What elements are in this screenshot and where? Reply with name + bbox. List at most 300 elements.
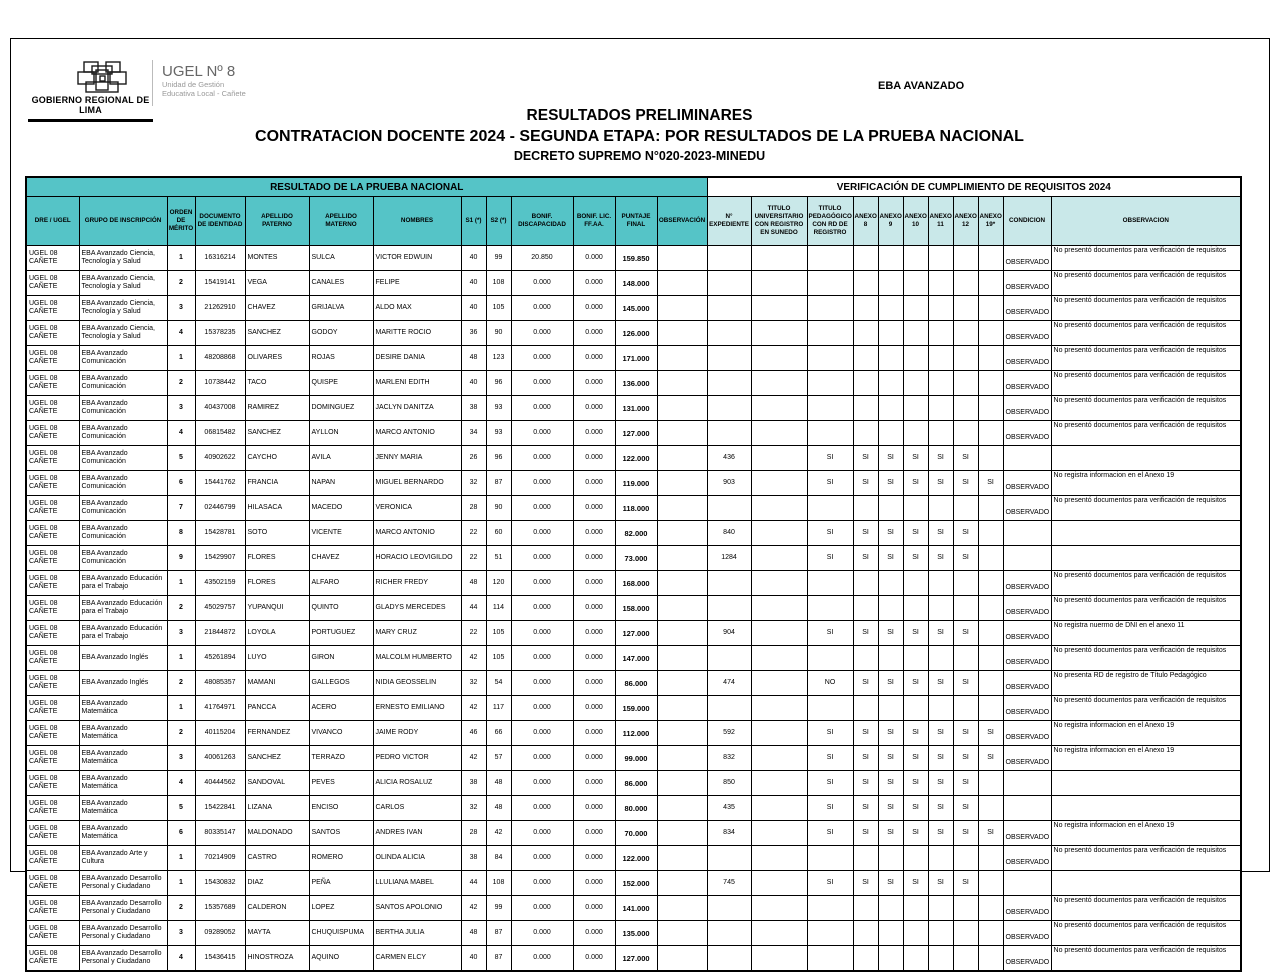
cell-observacion-requisitos: No registra nuermo de DNI en el anexo 11 bbox=[1051, 621, 1241, 646]
cell-orden-merito: 1 bbox=[167, 846, 195, 871]
cell-titulo-pedagogico: SI bbox=[807, 446, 853, 471]
cell-anexo-10 bbox=[903, 846, 928, 871]
cell-documento-identidad: 41764971 bbox=[195, 696, 245, 721]
cell-titulo-universitario bbox=[751, 371, 807, 396]
cell-anexo-11: SI bbox=[928, 521, 953, 546]
cell-observacion-prueba bbox=[657, 696, 707, 721]
cell-orden-merito: 5 bbox=[167, 446, 195, 471]
cell-anexo-8 bbox=[853, 371, 878, 396]
section-header-row bbox=[26, 177, 1241, 197]
cell-num-expediente: 592 bbox=[707, 721, 751, 746]
cell-orden-merito: 3 bbox=[167, 296, 195, 321]
cell-anexo-9 bbox=[878, 896, 903, 921]
cell-orden-merito: 1 bbox=[167, 696, 195, 721]
cell-bonif-discapacidad: 0.000 bbox=[511, 896, 573, 921]
cell-anexo-9: SI bbox=[878, 471, 903, 496]
cell-dre-ugel: UGEL 08 CAÑETE bbox=[26, 771, 79, 796]
cell-s1: 22 bbox=[461, 521, 486, 546]
cell-observacion-prueba bbox=[657, 321, 707, 346]
cell-num-expediente: 435 bbox=[707, 796, 751, 821]
cell-s2: 105 bbox=[486, 646, 511, 671]
cell-titulo-pedagogico bbox=[807, 321, 853, 346]
cell-observacion-requisitos: No presentó documentos para verificación de requisitos bbox=[1051, 646, 1241, 671]
cell-anexo-9: SI bbox=[878, 446, 903, 471]
cell-puntaje-final: 168.000 bbox=[615, 571, 657, 596]
cell-observacion-requisitos: No presentó documentos para verificación de requisitos bbox=[1051, 396, 1241, 421]
cell-observacion-prueba bbox=[657, 721, 707, 746]
cell-s2: 87 bbox=[486, 946, 511, 972]
cell-titulo-universitario bbox=[751, 571, 807, 596]
cell-titulo-universitario bbox=[751, 646, 807, 671]
cell-puntaje-final: 112.000 bbox=[615, 721, 657, 746]
cell-anexo-10 bbox=[903, 346, 928, 371]
cell-s2: 42 bbox=[486, 821, 511, 846]
cell-apellido-paterno: LOYOLA bbox=[245, 621, 309, 646]
cell-puntaje-final: 171.000 bbox=[615, 346, 657, 371]
cell-bonif-discapacidad: 0.000 bbox=[511, 771, 573, 796]
cell-orden-merito: 3 bbox=[167, 621, 195, 646]
cell-num-expediente bbox=[707, 646, 751, 671]
cell-condicion: OBSERVADO bbox=[1003, 271, 1051, 296]
cell-dre-ugel: UGEL 08 CAÑETE bbox=[26, 696, 79, 721]
cell-s2: 105 bbox=[486, 296, 511, 321]
cell-anexo-8: SI bbox=[853, 771, 878, 796]
cell-anexo-8 bbox=[853, 571, 878, 596]
cell-titulo-pedagogico bbox=[807, 846, 853, 871]
col-header-anexo-11: ANEXO 11 bbox=[928, 197, 953, 246]
cell-observacion-prueba bbox=[657, 821, 707, 846]
cell-anexo-12: SI bbox=[953, 771, 978, 796]
cell-apellido-materno: CANALES bbox=[309, 271, 373, 296]
cell-s2: 57 bbox=[486, 746, 511, 771]
cell-num-expediente bbox=[707, 921, 751, 946]
cell-observacion-prueba bbox=[657, 871, 707, 896]
cell-observacion-requisitos: No presentó documentos para verificación de requisitos bbox=[1051, 321, 1241, 346]
cell-anexo-9: SI bbox=[878, 821, 903, 846]
cell-anexo-19 bbox=[978, 396, 1003, 421]
cell-apellido-materno: ENCISO bbox=[309, 796, 373, 821]
cell-bonif-lic-ffaa: 0.000 bbox=[573, 271, 615, 296]
title-line-3: DECRETO SUPREMO N°020-2023-MINEDU bbox=[513, 148, 766, 163]
cell-bonif-discapacidad: 0.000 bbox=[511, 396, 573, 421]
cell-puntaje-final: 127.000 bbox=[615, 621, 657, 646]
cell-apellido-paterno: LUYO bbox=[245, 646, 309, 671]
header-divider bbox=[152, 60, 153, 106]
cell-anexo-11: SI bbox=[928, 746, 953, 771]
cell-observacion-requisitos: No presentó documentos para verificación de requisitos bbox=[1051, 346, 1241, 371]
cell-anexo-8 bbox=[853, 946, 878, 972]
cell-anexo-9: SI bbox=[878, 621, 903, 646]
cell-titulo-pedagogico: SI bbox=[807, 521, 853, 546]
cell-anexo-10: SI bbox=[903, 621, 928, 646]
cell-anexo-12: SI bbox=[953, 746, 978, 771]
cell-num-expediente bbox=[707, 396, 751, 421]
cell-puntaje-final: 73.000 bbox=[615, 546, 657, 571]
cell-s2: 96 bbox=[486, 446, 511, 471]
cell-anexo-12 bbox=[953, 696, 978, 721]
cell-dre-ugel: UGEL 08 CAÑETE bbox=[26, 646, 79, 671]
cell-titulo-pedagogico bbox=[807, 396, 853, 421]
cell-bonif-discapacidad: 0.000 bbox=[511, 421, 573, 446]
cell-anexo-9 bbox=[878, 921, 903, 946]
cell-observacion-prueba bbox=[657, 946, 707, 972]
cell-bonif-discapacidad: 0.000 bbox=[511, 696, 573, 721]
cell-nombres: MARLENI EDITH bbox=[373, 371, 461, 396]
cell-dre-ugel: UGEL 08 CAÑETE bbox=[26, 846, 79, 871]
cell-anexo-19 bbox=[978, 846, 1003, 871]
cell-apellido-materno: SANTOS bbox=[309, 821, 373, 846]
cell-observacion-requisitos: No presentó documentos para verificación de requisitos bbox=[1051, 371, 1241, 396]
cell-anexo-8 bbox=[853, 646, 878, 671]
cell-apellido-paterno: MAYTA bbox=[245, 921, 309, 946]
cell-anexo-19 bbox=[978, 246, 1003, 271]
cell-anexo-12 bbox=[953, 571, 978, 596]
cell-dre-ugel: UGEL 08 CAÑETE bbox=[26, 246, 79, 271]
cell-observacion-requisitos: No presentó documentos para verificación de requisitos bbox=[1051, 946, 1241, 972]
cell-s1: 32 bbox=[461, 796, 486, 821]
cell-titulo-universitario bbox=[751, 271, 807, 296]
cell-s2: 54 bbox=[486, 671, 511, 696]
col-header-s2: S2 (*) bbox=[486, 197, 511, 246]
cell-condicion bbox=[1003, 771, 1051, 796]
ugel-subtitle-2: Educativa Local - Cañete bbox=[162, 89, 246, 98]
cell-anexo-12: SI bbox=[953, 871, 978, 896]
cell-dre-ugel: UGEL 08 CAÑETE bbox=[26, 571, 79, 596]
cell-titulo-universitario bbox=[751, 946, 807, 972]
cell-titulo-pedagogico bbox=[807, 696, 853, 721]
cell-observacion-requisitos: No presentó documentos para verificación de requisitos bbox=[1051, 696, 1241, 721]
cell-documento-identidad: 06815482 bbox=[195, 421, 245, 446]
cell-grupo-inscripcion: EBA Avanzado Educación para el Trabajo bbox=[79, 571, 167, 596]
cell-bonif-discapacidad: 0.000 bbox=[511, 521, 573, 546]
cell-observacion-prueba bbox=[657, 596, 707, 621]
cell-observacion-prueba bbox=[657, 246, 707, 271]
cell-bonif-lic-ffaa: 0.000 bbox=[573, 721, 615, 746]
cell-apellido-paterno: CASTRO bbox=[245, 846, 309, 871]
cell-nombres: MALCOLM HUMBERTO bbox=[373, 646, 461, 671]
cell-anexo-10: SI bbox=[903, 446, 928, 471]
cell-bonif-discapacidad: 0.000 bbox=[511, 921, 573, 946]
col-header-condicion: CONDICION bbox=[1003, 197, 1051, 246]
cell-num-expediente: 745 bbox=[707, 871, 751, 896]
cell-observacion-prueba bbox=[657, 571, 707, 596]
cell-anexo-8: SI bbox=[853, 796, 878, 821]
cell-anexo-8 bbox=[853, 846, 878, 871]
cell-condicion: OBSERVADO bbox=[1003, 821, 1051, 846]
col-header-apellido-paterno: APELLIDO PATERNO bbox=[245, 197, 309, 246]
cell-documento-identidad: 48208868 bbox=[195, 346, 245, 371]
cell-condicion: OBSERVADO bbox=[1003, 696, 1051, 721]
cell-anexo-12 bbox=[953, 946, 978, 972]
org-name: GOBIERNO REGIONAL DE LIMA bbox=[28, 95, 153, 122]
cell-anexo-11 bbox=[928, 571, 953, 596]
cell-anexo-9 bbox=[878, 396, 903, 421]
cell-anexo-10 bbox=[903, 296, 928, 321]
cell-dre-ugel: UGEL 08 CAÑETE bbox=[26, 746, 79, 771]
cell-apellido-paterno: MAMANI bbox=[245, 671, 309, 696]
table-row bbox=[26, 921, 1241, 946]
cell-titulo-universitario bbox=[751, 321, 807, 346]
cell-puntaje-final: 70.000 bbox=[615, 821, 657, 846]
cell-anexo-9 bbox=[878, 596, 903, 621]
cell-documento-identidad: 45261894 bbox=[195, 646, 245, 671]
cell-anexo-10: SI bbox=[903, 471, 928, 496]
cell-s1: 40 bbox=[461, 246, 486, 271]
cell-grupo-inscripcion: EBA Avanzado Matemática bbox=[79, 771, 167, 796]
cell-bonif-discapacidad: 0.000 bbox=[511, 846, 573, 871]
table-row bbox=[26, 671, 1241, 696]
results-table bbox=[25, 176, 1242, 972]
cell-observacion-prueba bbox=[657, 446, 707, 471]
cell-anexo-12 bbox=[953, 296, 978, 321]
cell-dre-ugel: UGEL 08 CAÑETE bbox=[26, 396, 79, 421]
cell-anexo-12 bbox=[953, 321, 978, 346]
cell-bonif-discapacidad: 0.000 bbox=[511, 871, 573, 896]
cell-grupo-inscripcion: EBA Avanzado Comunicación bbox=[79, 346, 167, 371]
cell-apellido-materno: AYLLON bbox=[309, 421, 373, 446]
cell-documento-identidad: 40437008 bbox=[195, 396, 245, 421]
cell-anexo-9: SI bbox=[878, 796, 903, 821]
cell-condicion: OBSERVADO bbox=[1003, 846, 1051, 871]
cell-anexo-8 bbox=[853, 271, 878, 296]
cell-nombres: FELIPE bbox=[373, 271, 461, 296]
cell-num-expediente bbox=[707, 496, 751, 521]
cell-orden-merito: 1 bbox=[167, 646, 195, 671]
cell-orden-merito: 1 bbox=[167, 246, 195, 271]
cell-observacion-prueba bbox=[657, 521, 707, 546]
cell-documento-identidad: 15419141 bbox=[195, 271, 245, 296]
cell-s2: 48 bbox=[486, 796, 511, 821]
table-row bbox=[26, 446, 1241, 471]
cell-observacion-requisitos: No presentó documentos para verificación de requisitos bbox=[1051, 921, 1241, 946]
cell-titulo-universitario bbox=[751, 896, 807, 921]
cell-puntaje-final: 119.000 bbox=[615, 471, 657, 496]
cell-apellido-paterno: VEGA bbox=[245, 271, 309, 296]
cell-condicion: OBSERVADO bbox=[1003, 921, 1051, 946]
table-row bbox=[26, 621, 1241, 646]
cell-condicion: OBSERVADO bbox=[1003, 896, 1051, 921]
cell-anexo-11 bbox=[928, 246, 953, 271]
cell-titulo-pedagogico bbox=[807, 346, 853, 371]
cell-anexo-8: SI bbox=[853, 471, 878, 496]
cell-documento-identidad: 45029757 bbox=[195, 596, 245, 621]
cell-puntaje-final: 145.000 bbox=[615, 296, 657, 321]
cell-apellido-materno: GODOY bbox=[309, 321, 373, 346]
cell-apellido-materno: PEVES bbox=[309, 771, 373, 796]
cell-bonif-lic-ffaa: 0.000 bbox=[573, 371, 615, 396]
cell-s2: 93 bbox=[486, 421, 511, 446]
cell-bonif-lic-ffaa: 0.000 bbox=[573, 296, 615, 321]
cell-observacion-prueba bbox=[657, 746, 707, 771]
cell-s1: 38 bbox=[461, 771, 486, 796]
cell-s2: 66 bbox=[486, 721, 511, 746]
cell-dre-ugel: UGEL 08 CAÑETE bbox=[26, 871, 79, 896]
cell-grupo-inscripcion: EBA Avanzado Comunicación bbox=[79, 546, 167, 571]
cell-observacion-requisitos: No presentó documentos para verificación de requisitos bbox=[1051, 271, 1241, 296]
cell-observacion-requisitos bbox=[1051, 871, 1241, 896]
cell-anexo-12: SI bbox=[953, 796, 978, 821]
cell-bonif-discapacidad: 0.000 bbox=[511, 446, 573, 471]
cell-apellido-paterno: MONTES bbox=[245, 246, 309, 271]
cell-anexo-9 bbox=[878, 696, 903, 721]
cell-bonif-lic-ffaa: 0.000 bbox=[573, 946, 615, 972]
table-row bbox=[26, 746, 1241, 771]
cell-s1: 48 bbox=[461, 571, 486, 596]
cell-num-expediente bbox=[707, 421, 751, 446]
cell-dre-ugel: UGEL 08 CAÑETE bbox=[26, 796, 79, 821]
cell-anexo-11 bbox=[928, 896, 953, 921]
cell-s1: 40 bbox=[461, 946, 486, 972]
cell-titulo-universitario bbox=[751, 596, 807, 621]
cell-anexo-10: SI bbox=[903, 721, 928, 746]
cell-orden-merito: 2 bbox=[167, 671, 195, 696]
cell-puntaje-final: 122.000 bbox=[615, 846, 657, 871]
cell-anexo-10 bbox=[903, 571, 928, 596]
cell-apellido-paterno: FLORES bbox=[245, 571, 309, 596]
cell-anexo-11 bbox=[928, 321, 953, 346]
cell-nombres: ALICIA ROSALUZ bbox=[373, 771, 461, 796]
cell-condicion: OBSERVADO bbox=[1003, 496, 1051, 521]
cell-puntaje-final: 99.000 bbox=[615, 746, 657, 771]
cell-condicion bbox=[1003, 796, 1051, 821]
cell-apellido-paterno: SANCHEZ bbox=[245, 321, 309, 346]
cell-anexo-9 bbox=[878, 496, 903, 521]
cell-s1: 42 bbox=[461, 896, 486, 921]
cell-nombres: HORACIO LEOVIGILDO bbox=[373, 546, 461, 571]
cell-bonif-discapacidad: 0.000 bbox=[511, 746, 573, 771]
cell-bonif-lic-ffaa: 0.000 bbox=[573, 646, 615, 671]
cell-anexo-9: SI bbox=[878, 746, 903, 771]
cell-nombres: JACLYN DANITZA bbox=[373, 396, 461, 421]
cell-documento-identidad: 70214909 bbox=[195, 846, 245, 871]
cell-observacion-requisitos: No presentó documentos para verificación de requisitos bbox=[1051, 846, 1241, 871]
cell-nombres: CARLOS bbox=[373, 796, 461, 821]
cell-observacion-requisitos: No registra informacion en el Anexo 19 bbox=[1051, 821, 1241, 846]
cell-titulo-universitario bbox=[751, 721, 807, 746]
cell-anexo-19: SI bbox=[978, 471, 1003, 496]
cell-grupo-inscripcion: EBA Avanzado Arte y Cultura bbox=[79, 846, 167, 871]
cell-grupo-inscripcion: EBA Avanzado Comunicación bbox=[79, 521, 167, 546]
cell-bonif-lic-ffaa: 0.000 bbox=[573, 471, 615, 496]
cell-bonif-lic-ffaa: 0.000 bbox=[573, 521, 615, 546]
cell-titulo-universitario bbox=[751, 546, 807, 571]
cell-titulo-pedagogico: SI bbox=[807, 746, 853, 771]
cell-observacion-requisitos: No registra informacion en el Anexo 19 bbox=[1051, 721, 1241, 746]
cell-nombres: CARMEN ELCY bbox=[373, 946, 461, 972]
cell-anexo-9: SI bbox=[878, 521, 903, 546]
cell-anexo-9 bbox=[878, 346, 903, 371]
cell-anexo-8: SI bbox=[853, 721, 878, 746]
cell-documento-identidad: 48085357 bbox=[195, 671, 245, 696]
cell-titulo-pedagogico: SI bbox=[807, 871, 853, 896]
cell-anexo-8: SI bbox=[853, 821, 878, 846]
col-header-grupo-inscripcion: GRUPO DE INSCRIPCIÓN bbox=[79, 197, 167, 246]
cell-puntaje-final: 159.000 bbox=[615, 696, 657, 721]
cell-bonif-lic-ffaa: 0.000 bbox=[573, 796, 615, 821]
cell-anexo-12 bbox=[953, 846, 978, 871]
cell-dre-ugel: UGEL 08 CAÑETE bbox=[26, 321, 79, 346]
cell-observacion-prueba bbox=[657, 496, 707, 521]
cell-s2: 96 bbox=[486, 371, 511, 396]
cell-s1: 48 bbox=[461, 346, 486, 371]
cell-anexo-19 bbox=[978, 546, 1003, 571]
cell-s2: 90 bbox=[486, 321, 511, 346]
cell-num-expediente bbox=[707, 321, 751, 346]
cell-observacion-requisitos: No presentó documentos para verificación de requisitos bbox=[1051, 596, 1241, 621]
cell-s2: 84 bbox=[486, 846, 511, 871]
cell-anexo-12: SI bbox=[953, 446, 978, 471]
cell-apellido-paterno: OLIVARES bbox=[245, 346, 309, 371]
cell-orden-merito: 9 bbox=[167, 546, 195, 571]
cell-documento-identidad: 10738442 bbox=[195, 371, 245, 396]
cell-apellido-materno: MACEDO bbox=[309, 496, 373, 521]
cell-s1: 42 bbox=[461, 746, 486, 771]
cell-orden-merito: 4 bbox=[167, 771, 195, 796]
cell-orden-merito: 3 bbox=[167, 921, 195, 946]
cell-observacion-requisitos bbox=[1051, 546, 1241, 571]
cell-anexo-10 bbox=[903, 596, 928, 621]
cell-anexo-8 bbox=[853, 296, 878, 321]
cell-puntaje-final: 126.000 bbox=[615, 321, 657, 346]
cell-anexo-19 bbox=[978, 421, 1003, 446]
cell-s2: 60 bbox=[486, 521, 511, 546]
cell-puntaje-final: 152.000 bbox=[615, 871, 657, 896]
cell-bonif-lic-ffaa: 0.000 bbox=[573, 596, 615, 621]
cell-orden-merito: 6 bbox=[167, 471, 195, 496]
cell-observacion-requisitos bbox=[1051, 796, 1241, 821]
table-row bbox=[26, 596, 1241, 621]
cell-orden-merito: 5 bbox=[167, 796, 195, 821]
cell-nombres: VICTOR EDWUIN bbox=[373, 246, 461, 271]
cell-anexo-11: SI bbox=[928, 446, 953, 471]
cell-bonif-discapacidad: 0.000 bbox=[511, 471, 573, 496]
cell-s2: 120 bbox=[486, 571, 511, 596]
cell-titulo-pedagogico bbox=[807, 271, 853, 296]
cell-documento-identidad: 40115204 bbox=[195, 721, 245, 746]
cell-bonif-lic-ffaa: 0.000 bbox=[573, 896, 615, 921]
cell-puntaje-final: 135.000 bbox=[615, 921, 657, 946]
cell-titulo-pedagogico bbox=[807, 371, 853, 396]
cell-condicion: OBSERVADO bbox=[1003, 946, 1051, 972]
cell-titulo-pedagogico bbox=[807, 646, 853, 671]
cell-num-expediente bbox=[707, 896, 751, 921]
cell-s2: 93 bbox=[486, 396, 511, 421]
cell-apellido-paterno: CHAVEZ bbox=[245, 296, 309, 321]
cell-puntaje-final: 80.000 bbox=[615, 796, 657, 821]
cell-anexo-19: SI bbox=[978, 821, 1003, 846]
col-header-dre-ugel: DRE / UGEL bbox=[26, 197, 79, 246]
cell-apellido-materno: GIRON bbox=[309, 646, 373, 671]
cell-dre-ugel: UGEL 08 CAÑETE bbox=[26, 921, 79, 946]
col-header-anexo-19: ANEXO 19* bbox=[978, 197, 1003, 246]
col-header-bonif-discapacidad: BONIF. DISCAPACIDAD bbox=[511, 197, 573, 246]
cell-anexo-12 bbox=[953, 421, 978, 446]
cell-observacion-requisitos: No presentó documentos para verificación de requisitos bbox=[1051, 296, 1241, 321]
cell-anexo-19: SI bbox=[978, 721, 1003, 746]
cell-puntaje-final: 86.000 bbox=[615, 671, 657, 696]
col-header-anexo-10: ANEXO 10 bbox=[903, 197, 928, 246]
cell-condicion bbox=[1003, 446, 1051, 471]
logo-emblem-icon bbox=[62, 60, 144, 94]
cell-bonif-lic-ffaa: 0.000 bbox=[573, 321, 615, 346]
cell-condicion: OBSERVADO bbox=[1003, 671, 1051, 696]
cell-apellido-paterno: PANCCA bbox=[245, 696, 309, 721]
cell-anexo-19 bbox=[978, 571, 1003, 596]
cell-condicion: OBSERVADO bbox=[1003, 646, 1051, 671]
table-row bbox=[26, 696, 1241, 721]
cell-documento-identidad: 02446799 bbox=[195, 496, 245, 521]
cell-anexo-10 bbox=[903, 321, 928, 346]
